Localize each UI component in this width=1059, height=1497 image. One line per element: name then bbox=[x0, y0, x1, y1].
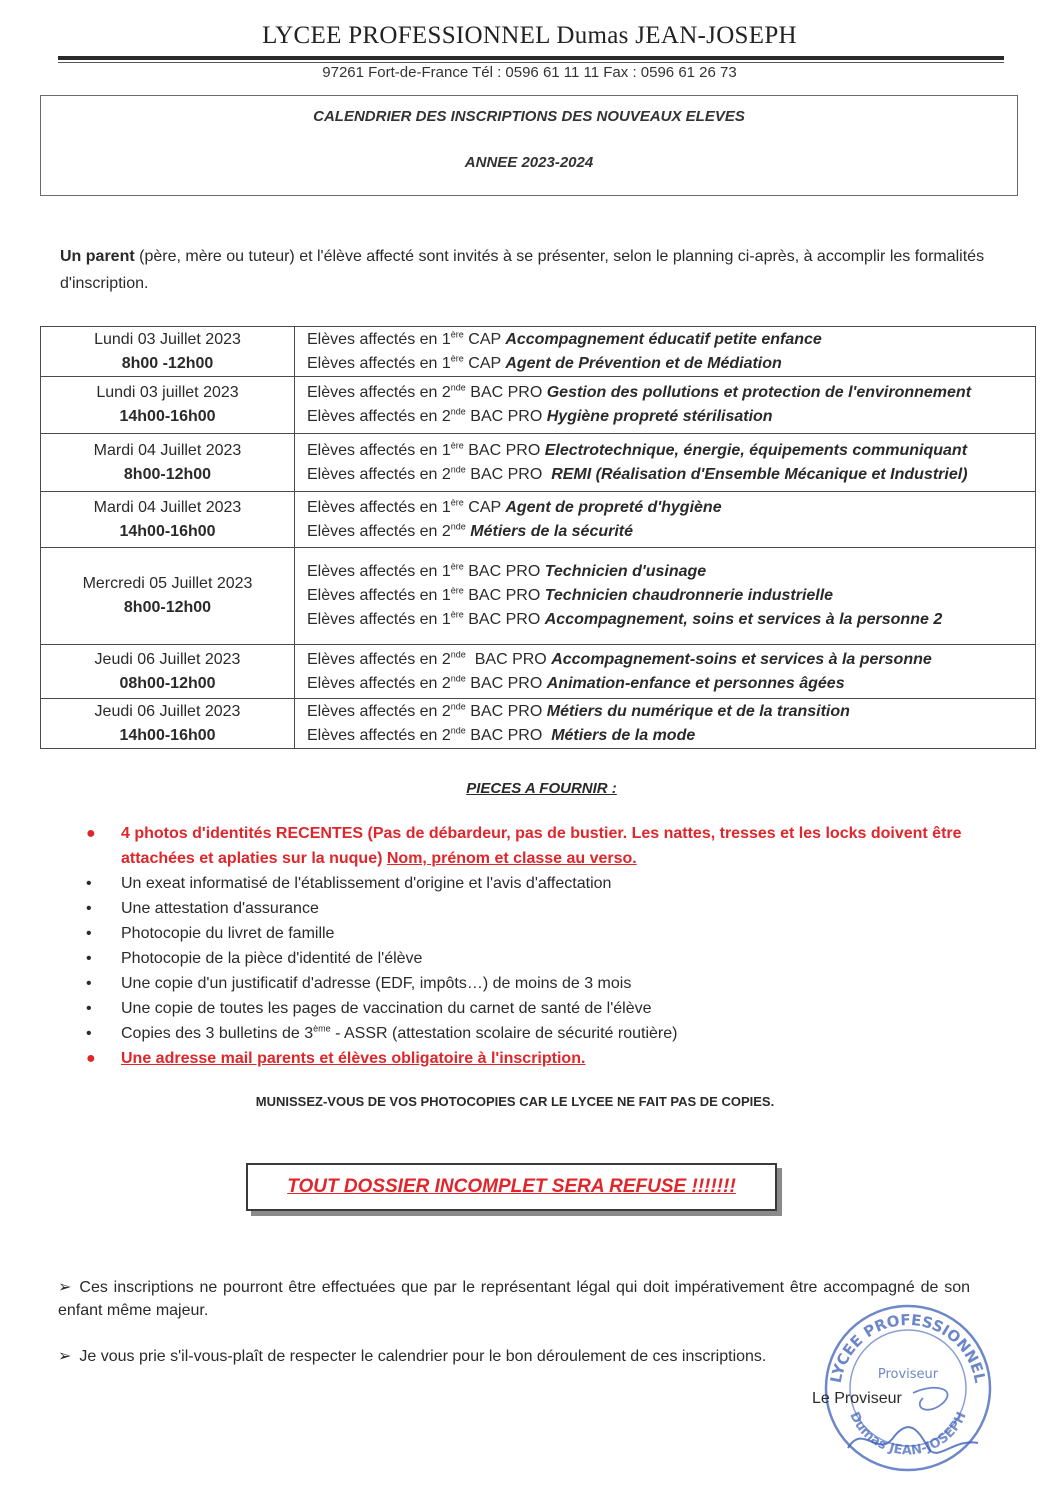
list-item bbox=[86, 821, 1026, 871]
line-sup: nde bbox=[450, 701, 466, 712]
bullet-icon: ● bbox=[86, 1050, 96, 1067]
line-sup: nde bbox=[450, 725, 466, 736]
line-level: BAC PRO bbox=[465, 702, 547, 720]
line-specialty: Métiers de la mode bbox=[551, 726, 696, 744]
line-level: BAC PRO bbox=[465, 650, 552, 668]
list-item bbox=[86, 1046, 1026, 1071]
line-prefix: Elèves affectés en 1 bbox=[307, 330, 451, 348]
refuse-notice: TOUT DOSSIER INCOMPLET SERA REFUSE !!!!!!! bbox=[287, 1176, 736, 1197]
stamp-arc-text-bottom: Dumas JEAN-JOSEPH bbox=[846, 1409, 970, 1459]
line-sup: ère bbox=[450, 585, 464, 596]
line-level: CAP bbox=[463, 330, 506, 348]
line-specialty: Accompagnement éducatif petite enfance bbox=[505, 330, 822, 348]
item-text: Une copie de toutes les pages de vaccination du carnet de santé de l'élève bbox=[121, 1000, 652, 1017]
arrow-icon: ➢ bbox=[58, 1279, 72, 1296]
line-specialty: Métiers de la sécurité bbox=[470, 522, 634, 540]
item-text: Une adresse mail parents et élèves obligatoire à l'inscription. bbox=[121, 1050, 586, 1067]
bullet-icon: ● bbox=[86, 825, 96, 842]
schedule-line bbox=[307, 584, 1035, 608]
bullet-icon: • bbox=[86, 925, 92, 942]
line-sup: nde bbox=[450, 521, 466, 532]
line-prefix: Elèves affectés en 2 bbox=[307, 522, 451, 540]
table-row bbox=[41, 377, 1036, 434]
bullet-icon: • bbox=[86, 900, 92, 917]
line-specialty: Agent de Prévention et de Médiation bbox=[505, 354, 782, 372]
line-level: BAC PRO bbox=[465, 465, 552, 483]
school-name: LYCEE PROFESSIONNEL Dumas JEAN-JOSEPH bbox=[262, 22, 797, 49]
item-text: Copies des 3 bulletins de 3 bbox=[121, 1025, 314, 1042]
line-specialty: REMI (Réalisation d'Ensemble Mécanique et Industriel) bbox=[551, 465, 968, 483]
header-rule-thin bbox=[58, 62, 1004, 63]
schedule-date-cell bbox=[41, 645, 295, 699]
schedule-line bbox=[307, 328, 1035, 352]
schedule-line bbox=[307, 724, 1035, 748]
line-level: BAC PRO bbox=[463, 587, 545, 604]
line-prefix: Elèves affectés en 1 bbox=[307, 354, 451, 372]
note-text: Je vous prie s'il-vous-plaît de respecter le calendrier pour le bon déroulement de ces inscriptions. bbox=[79, 1348, 767, 1365]
schedule-table bbox=[40, 326, 1036, 749]
list-item bbox=[86, 996, 1026, 1021]
line-prefix: Elèves affectés en 2 bbox=[307, 408, 451, 425]
line-specialty: Animation-enfance et personnes âgées bbox=[546, 674, 845, 692]
line-sup: nde bbox=[450, 649, 466, 660]
line-prefix: Elèves affectés en 2 bbox=[307, 726, 451, 744]
schedule-desc-cell bbox=[295, 645, 1036, 699]
line-level: BAC PRO bbox=[465, 674, 547, 692]
table-row bbox=[41, 645, 1036, 699]
schedule-time: 14h00-16h00 bbox=[119, 522, 216, 540]
stamp-arc-text: LYCEE PROFESSIONNEL bbox=[826, 1310, 990, 1385]
table-row bbox=[41, 434, 1036, 492]
schedule-time: 8h00-12h00 bbox=[123, 599, 212, 616]
item-text-underlined: Nom, prénom et classe au verso. bbox=[386, 850, 637, 867]
line-sup: nde bbox=[450, 464, 466, 475]
line-specialty: Hygiène propreté stérilisation bbox=[546, 408, 773, 425]
table-row bbox=[41, 327, 1036, 377]
item-text: - ASSR (attestation scolaire de sécurité routière) bbox=[330, 1025, 678, 1042]
schedule-desc-cell bbox=[295, 699, 1036, 749]
line-sup: nde bbox=[450, 673, 466, 684]
schedule-date: Mercredi 05 Juillet 2023 bbox=[82, 575, 253, 592]
schedule-date: Lundi 03 Juillet 2023 bbox=[94, 330, 241, 348]
bullet-icon: • bbox=[86, 1000, 92, 1017]
line-specialty: Electrotechnique, énergie, équipements communiquant bbox=[544, 441, 968, 459]
signature-label: Le Proviseur bbox=[812, 1390, 902, 1407]
schedule-date-cell bbox=[41, 434, 295, 492]
line-level: BAC PRO bbox=[463, 611, 545, 628]
line-specialty: Technicien chaudronnerie industrielle bbox=[544, 587, 834, 604]
schedule-date: Jeudi 06 Juillet 2023 bbox=[94, 650, 241, 668]
line-level: BAC PRO bbox=[463, 441, 545, 459]
line-prefix: Elèves affectés en 2 bbox=[307, 702, 451, 720]
note-text: Ces inscriptions ne pourront être effectuées que par le représentant légal qui doit impérativement être accompagné de son enfant même majeur. bbox=[58, 1279, 970, 1319]
header-rule bbox=[58, 56, 1004, 60]
line-sup: ère bbox=[450, 609, 464, 620]
item-text: Un exeat informatisé de l'établissement d'origine et l'avis d'affectation bbox=[121, 875, 612, 892]
schedule-desc-cell bbox=[295, 327, 1036, 377]
document-title: CALENDRIER DES INSCRIPTIONS DES NOUVEAUX ELEVES bbox=[313, 108, 745, 125]
line-level: BAC PRO bbox=[465, 384, 547, 401]
table-row bbox=[41, 548, 1036, 645]
list-item bbox=[86, 971, 1026, 996]
bullet-icon: • bbox=[86, 950, 92, 967]
schedule-time: 14h00-16h00 bbox=[119, 408, 216, 425]
schedule-date-cell bbox=[41, 548, 295, 645]
list-item bbox=[86, 1021, 1026, 1046]
schedule-date-cell bbox=[41, 492, 295, 548]
line-level: BAC PRO bbox=[465, 726, 552, 744]
line-sup: ère bbox=[450, 440, 464, 451]
list-item bbox=[86, 921, 1026, 946]
line-prefix: Elèves affectés en 2 bbox=[307, 674, 451, 692]
schedule-desc-cell bbox=[295, 492, 1036, 548]
schedule-date-cell bbox=[41, 327, 295, 377]
item-text: 4 photos d'identités RECENTES (Pas de débardeur, pas de bustier. Les nattes, tresses et les locks doivent être attachées et aplaties sur la nuque) bbox=[121, 825, 962, 867]
line-specialty: Accompagnement-soins et services à la personne bbox=[551, 650, 932, 668]
refuse-notice-box bbox=[246, 1163, 777, 1211]
school-year: ANNEE 2023-2024 bbox=[464, 154, 594, 171]
table-row bbox=[41, 699, 1036, 749]
line-specialty: Accompagnement, soins et services à la personne 2 bbox=[544, 611, 943, 628]
item-text: Photocopie de la pièce d'identité de l'élève bbox=[121, 950, 423, 967]
schedule-line bbox=[307, 520, 1035, 544]
line-specialty: Agent de propreté d'hygiène bbox=[505, 498, 722, 516]
schedule-line bbox=[307, 700, 1035, 724]
item-text: Une attestation d'assurance bbox=[121, 900, 319, 917]
line-prefix: Elèves affectés en 1 bbox=[307, 587, 451, 604]
bullet-icon: • bbox=[86, 1025, 92, 1042]
line-prefix: Elèves affectés en 1 bbox=[307, 563, 451, 580]
table-row bbox=[41, 492, 1036, 548]
intro-bold: Un parent bbox=[60, 248, 135, 265]
schedule-time: 8h00 -12h00 bbox=[121, 354, 214, 372]
line-sup: ère bbox=[450, 497, 464, 508]
line-prefix: Elèves affectés en 1 bbox=[307, 611, 451, 628]
line-sup: nde bbox=[450, 382, 466, 393]
schedule-time: 14h00-16h00 bbox=[119, 726, 216, 744]
schedule-line bbox=[307, 560, 1035, 584]
line-prefix: Elèves affectés en 1 bbox=[307, 441, 451, 459]
line-specialty: Métiers du numérique et de la transition bbox=[546, 702, 850, 720]
list-item bbox=[86, 871, 1026, 896]
schedule-time: 8h00-12h00 bbox=[123, 465, 212, 483]
schedule-date: Mardi 04 Juillet 2023 bbox=[93, 498, 242, 516]
school-stamp bbox=[818, 1298, 998, 1478]
schedule-desc-cell bbox=[295, 548, 1036, 645]
list-item bbox=[86, 896, 1026, 921]
schedule-date: Jeudi 06 Juillet 2023 bbox=[94, 702, 241, 720]
pieces-title: PIECES A FOURNIR : bbox=[466, 780, 617, 797]
line-prefix: Elèves affectés en 2 bbox=[307, 384, 451, 401]
pieces-list bbox=[86, 821, 1026, 1071]
schedule-date-cell bbox=[41, 377, 295, 434]
line-specialty: Gestion des pollutions et protection de l'environnement bbox=[546, 384, 972, 401]
schedule-date: Lundi 03 juillet 2023 bbox=[96, 384, 239, 401]
list-item bbox=[86, 946, 1026, 971]
title-box bbox=[40, 95, 1018, 196]
schedule-time: 08h00-12h00 bbox=[119, 674, 216, 692]
intro-text: (père, mère ou tuteur) et l'élève affecté sont invités à se présenter, selon le planning ci-après, à accomplir les formalités d'inscription. bbox=[60, 248, 985, 292]
line-level: BAC PRO bbox=[463, 563, 545, 580]
photocopies-notice: MUNISSEZ-VOUS DE VOS PHOTOCOPIES CAR LE LYCEE NE FAIT PAS DE COPIES. bbox=[255, 1094, 775, 1109]
signature-loop bbox=[913, 1388, 948, 1410]
line-level: BAC PRO bbox=[465, 408, 547, 425]
line-prefix: Elèves affectés en 2 bbox=[307, 650, 451, 668]
item-text: Une copie d'un justificatif d'adresse (EDF, impôts…) de moins de 3 mois bbox=[121, 975, 632, 992]
schedule-line bbox=[307, 352, 1035, 376]
stamp-center-text: Proviseur bbox=[877, 1367, 939, 1382]
intro-paragraph bbox=[60, 243, 1022, 297]
schedule-line bbox=[307, 405, 1035, 429]
schedule-desc-cell bbox=[295, 434, 1036, 492]
item-sup: ème bbox=[313, 1023, 331, 1034]
schedule-line bbox=[307, 496, 1035, 520]
schedule-line bbox=[307, 381, 1035, 405]
schedule-line bbox=[307, 439, 1035, 463]
line-sup: ère bbox=[450, 329, 464, 340]
line-sup: ère bbox=[450, 561, 464, 572]
line-level: CAP bbox=[463, 354, 506, 372]
line-level: CAP bbox=[463, 498, 506, 516]
item-text: Photocopie du livret de famille bbox=[121, 925, 335, 942]
line-prefix: Elèves affectés en 2 bbox=[307, 465, 451, 483]
schedule-date: Mardi 04 Juillet 2023 bbox=[93, 441, 242, 459]
line-prefix: Elèves affectés en 1 bbox=[307, 498, 451, 516]
schedule-desc-cell bbox=[295, 377, 1036, 434]
arrow-icon: ➢ bbox=[58, 1348, 72, 1365]
line-sup: nde bbox=[450, 406, 466, 417]
school-address: 97261 Fort-de-France Tél : 0596 61 11 11 Fax : 0596 61 26 73 bbox=[322, 64, 737, 81]
line-specialty: Technicien d'usinage bbox=[544, 563, 707, 580]
line-sup: ère bbox=[450, 353, 464, 364]
schedule-line bbox=[307, 463, 1035, 487]
schedule-line bbox=[307, 648, 1035, 672]
schedule-date-cell bbox=[41, 699, 295, 749]
schedule-line bbox=[307, 672, 1035, 696]
bullet-icon: • bbox=[86, 975, 92, 992]
schedule-line bbox=[307, 608, 1035, 632]
bullet-icon: • bbox=[86, 875, 92, 892]
